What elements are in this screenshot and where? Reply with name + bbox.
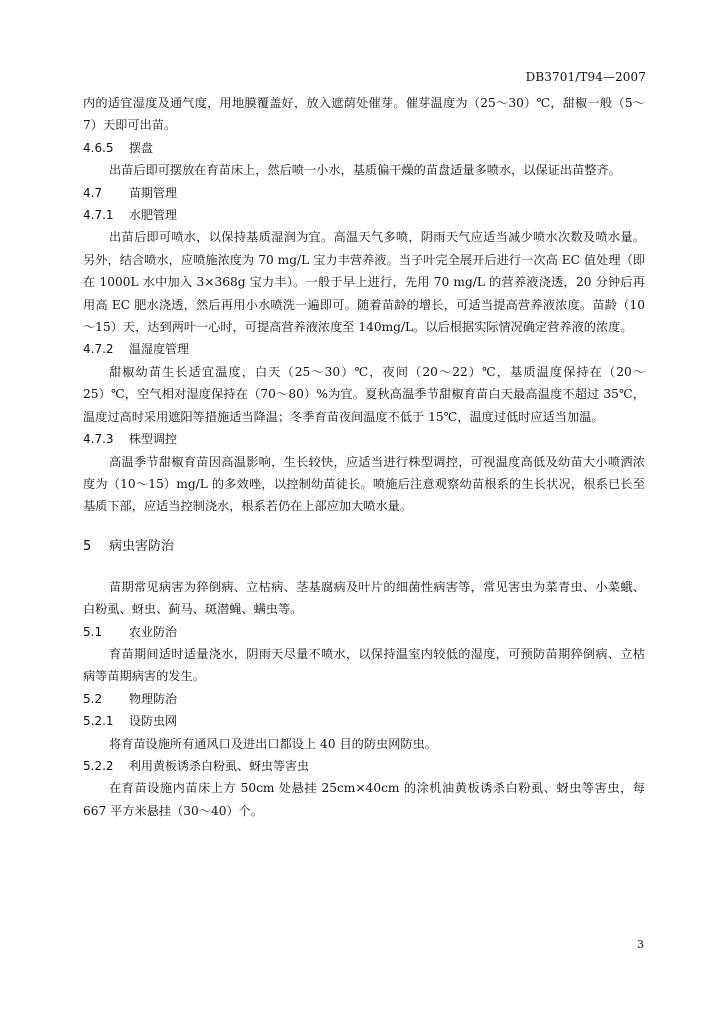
section-number: 5.2 [83, 691, 103, 706]
section-5-1-paragraph: 育苗期间适时适量浇水，阴雨天尽量不喷水，以保持温室内较低的湿度，可预防苗期猝倒病、立枯病等苗期病害的发生。 [83, 646, 645, 684]
section-title: 病虫害防治 [109, 538, 175, 554]
section-number: 5.1 [83, 624, 103, 639]
section-number: 4.7 [83, 185, 103, 200]
section-title: 水肥管理 [129, 208, 178, 223]
section-5-2-2-heading [83, 755, 645, 777]
section-5-heading [83, 536, 645, 558]
section-5-2-1-paragraph: 将育苗设施所有通风口及进出口都设上 40 目的防虫网防虫。 [109, 736, 437, 751]
section-5-2-heading [83, 688, 645, 710]
section-4-7-1-heading [83, 204, 645, 226]
section-title: 农业防治 [129, 624, 178, 639]
section-number: 4.7.2 [83, 342, 114, 357]
section-4-6-5-heading [83, 137, 645, 159]
standard-code: DB3701/T94—2007 [525, 70, 646, 84]
page-content [83, 92, 645, 822]
section-title: 苗期管理 [129, 185, 178, 200]
section-number: 4.7.3 [83, 432, 114, 447]
section-4-7-2-paragraph: 甜椒幼苗生长适宜温度，白天（25～30）℃，夜间（20～22）℃，基质温度保持在（20～25）℃，空气相对湿度保持在（70～80）%为宜。夏秋高温季节甜椒育苗白天最高温度不超过 35℃，温度过高时采用遮阳等措施适当降温；冬季育苗夜间温度不低于 15℃，温度过低时应适当加温。 [83, 364, 645, 424]
section-title: 温湿度管理 [129, 342, 190, 357]
section-5-paragraph: 苗期常见病害为猝倒病、立枯病、茎基腐病及叶片的细菌性病害等，常见害虫为菜青虫、小菜蛾、白粉虱、蚜虫、蓟马、斑潜蝇、螨虫等。 [83, 579, 645, 617]
section-title: 株型调控 [129, 432, 178, 447]
intro-paragraph: 内的适宜湿度及通气度，用地膜覆盖好，放入遮荫处催芽。催芽温度为（25～30）℃，甜椒一般（5～7）天即可出苗。 [83, 96, 645, 133]
section-title: 摆盘 [129, 140, 154, 155]
section-4-7-3-paragraph: 高温季节甜椒育苗因高温影响，生长较快，应适当进行株型调控，可视温度高低及幼苗大小喷洒浓度为（10～15）mg/L 的多效唑，以控制幼苗徒长。喷施后注意观察幼苗根系的生长状况，根系已长至基质下部，应适当控制浇水，根系若仍在上部应加大喷水量。 [83, 454, 645, 514]
section-4-7-1-paragraph: 出苗后即可喷水，以保持基质湿润为宜。高温天气多喷，阴雨天气应适当减少喷水次数及喷水量。另外，结合喷水，应喷施浓度为 70 mg/L 宝力丰营养液。当子叶完全展开后进行一次高 EC 值处理（即在 1000L 水中加入 3×368g 宝力丰）。一般于早上进行，先用 70 mg/L 的营养液浇透，20 分钟后再用高 EC 肥水浇透，然后再用小水喷洗一遍即可。随着苗龄的增长，可适当提高营养液浓度。苗龄（10～15）天，达到两叶一心时，可提高营养液浓度至 140mg/L。以后根据实际情况确定营养液的浓度。 [83, 230, 645, 335]
section-4-7-2-heading [83, 338, 645, 360]
section-title: 物理防治 [129, 691, 178, 706]
section-number: 5 [83, 538, 92, 554]
section-number: 4.6.5 [83, 140, 114, 155]
section-number: 5.2.1 [83, 714, 114, 729]
section-4-7-heading [83, 182, 645, 204]
section-5-1-heading [83, 621, 645, 643]
section-4-6-5-paragraph: 出苗后即可摆放在育苗床上，然后喷一小水，基质偏干燥的苗盘适量多喷水，以保证出苗整齐。 [109, 163, 621, 178]
section-title: 利用黄板诱杀白粉虱、蚜虫等害虫 [129, 758, 310, 773]
section-5-2-1-heading [83, 710, 645, 732]
section-title: 设防虫网 [129, 714, 178, 729]
section-number: 5.2.2 [83, 758, 114, 773]
section-5-2-2-paragraph: 在育苗设施内苗床上方 50cm 处悬挂 25cm×40cm 的涂机油黄板诱杀白粉虱、蚜虫等害虫，每 667 平方米悬挂（30～40）个。 [83, 781, 645, 818]
section-4-7-3-heading [83, 428, 645, 450]
section-number: 4.7.1 [83, 208, 114, 223]
page-number: 3 [637, 938, 644, 951]
